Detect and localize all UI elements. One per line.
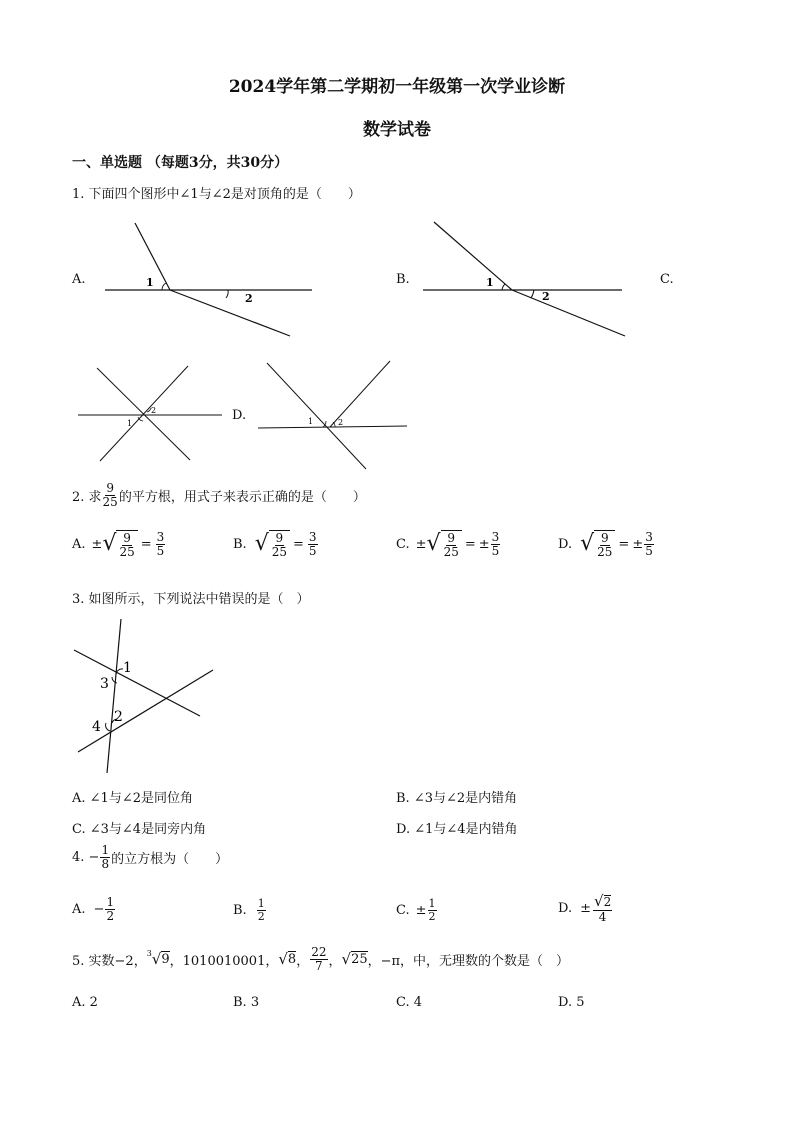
q2-option-a[interactable] — [72, 530, 166, 558]
q1b-angle1-label: 1 — [486, 276, 494, 289]
q2b-num: 9 — [275, 531, 284, 545]
q5-comma-1: ， — [296, 953, 310, 969]
q1a-angle2-label: 2 — [245, 292, 253, 305]
q5-stem-prefix: 5. 实数−2， — [72, 953, 147, 969]
q2-frac-den: 25 — [102, 494, 118, 509]
q5-cbrt: 3 √ 9 — [146, 948, 170, 969]
q3-option-a[interactable]: A. ∠1与∠2是同位角 — [72, 791, 193, 806]
q3-option-c[interactable]: C. ∠3与∠4是同旁内角 — [72, 822, 207, 837]
q2-stem — [72, 482, 366, 508]
q5-cbrt-index: 3 — [146, 948, 152, 958]
q5-frac-num: 22 — [311, 945, 327, 959]
q4d-pm: ± — [580, 901, 591, 917]
q2b-res-num: 3 — [308, 530, 317, 544]
q1b-angle2-label: 2 — [542, 290, 550, 303]
q1c-angle1-label: 1 — [127, 419, 133, 428]
q2d-den: 25 — [597, 544, 613, 559]
q4c-num: 1 — [428, 897, 436, 910]
q4a-minus: − — [93, 901, 105, 917]
q2a-res-num: 3 — [156, 530, 165, 544]
q2c-den: 25 — [443, 544, 459, 559]
q1-option-d-label[interactable]: D. — [232, 408, 247, 423]
q1-figure-c — [75, 362, 225, 464]
q1-stem: 1. 下面四个图形中∠1与∠2是对顶角的是（ ） — [72, 187, 361, 202]
q4b-label: B. — [233, 902, 247, 918]
q2b-label: B. — [233, 536, 247, 552]
section-header: 一、单选题 （每题3分，共30分） — [72, 155, 289, 171]
q4d-label: D. — [558, 901, 573, 917]
q3-label-3: 3 — [100, 676, 109, 692]
q3-stem: 3. 如图所示，下列说法中错误的是（ ） — [72, 592, 310, 607]
q4-stem-num: 1 — [101, 843, 110, 857]
q1-option-b-label[interactable]: B. — [396, 272, 410, 287]
q2-stem-prefix: 2. 求 — [72, 489, 102, 505]
q2d-sqrt: √ $\frac{9}{25}$ — [580, 530, 615, 558]
q5-sqrt25-rad: 25 — [351, 952, 368, 968]
q4-option-b[interactable] — [233, 898, 267, 922]
q2a-pm: ± — [91, 536, 103, 552]
q2-stem-suffix: 的平方根，用式子来表示正确的是（ ） — [118, 489, 366, 505]
exam-title: 2024学年第二学期初一年级第一次学业诊断 — [228, 77, 566, 97]
q2-stem-fraction — [103, 482, 118, 508]
q4-stem-den: 8 — [101, 856, 110, 871]
q4c-label: C. — [396, 902, 410, 918]
q1-option-c-label[interactable]: C. — [660, 272, 674, 287]
q2a-eq: = — [140, 536, 152, 552]
q2a-den: 25 — [119, 544, 135, 559]
q2d-num: 9 — [600, 531, 609, 545]
q4d-den: 4 — [598, 909, 607, 924]
q2-option-c[interactable] — [396, 530, 501, 558]
q5-stem-suffix: ，−π，中，无理数的个数是（ ） — [367, 953, 570, 969]
q5-stem — [72, 946, 569, 972]
q2b-den: 25 — [271, 544, 287, 559]
q2c-sqrt: √ $\frac{9}{25}$ — [427, 530, 462, 558]
q2c-label: C. — [396, 536, 410, 552]
q2d-res-den: 5 — [645, 543, 653, 558]
q5-option-c[interactable]: C. 4 — [396, 995, 423, 1010]
q2a-num: 9 — [123, 531, 131, 545]
q3-figure — [70, 615, 220, 777]
q4b-den: 2 — [257, 909, 265, 923]
q2d-eq: = — [618, 536, 630, 552]
q2-frac-num: 9 — [106, 481, 114, 495]
q5-comma-2: ， — [328, 953, 342, 969]
q4a-num: 1 — [106, 895, 115, 909]
q5-sqrt8: √ 8 — [278, 950, 297, 969]
q4c-den: 2 — [428, 909, 436, 923]
q2c-eq: = — [464, 536, 476, 552]
q4b-num: 1 — [257, 897, 265, 910]
q5-mid1: ，1010010001， — [169, 953, 279, 969]
q1d-angle1-label: 1 — [308, 417, 314, 426]
q5-frac-den: 7 — [315, 958, 323, 973]
q4d-rad: 2 — [603, 895, 612, 910]
q2b-res-den: 5 — [308, 543, 317, 558]
q5-cbrt-rad: 9 — [161, 952, 170, 968]
q3-label-2: 2 — [114, 709, 123, 725]
q2c-res-num: 3 — [491, 530, 500, 544]
q2-option-d[interactable] — [558, 530, 655, 558]
q4a-den: 2 — [106, 908, 115, 923]
q1d-angle2-label: 2 — [338, 418, 344, 427]
q2a-res-den: 5 — [156, 543, 165, 558]
q2c-res-den: 5 — [491, 543, 500, 558]
q4a-label: A. — [72, 901, 86, 917]
q5-sqrt8-rad: 8 — [287, 952, 297, 968]
q2c-pm2: ± — [478, 536, 490, 552]
q2d-label: D. — [558, 536, 573, 552]
q3-option-d[interactable]: D. ∠1与∠4是内错角 — [396, 822, 518, 837]
q2c-num: 9 — [447, 531, 456, 545]
q2c-pm: ± — [415, 536, 427, 552]
q5-option-b[interactable]: B. 3 — [233, 995, 260, 1010]
q3-label-1: 1 — [123, 660, 132, 676]
q4-stem-suffix: 的立方根为（ ） — [111, 851, 229, 867]
q2d-pm: ± — [632, 536, 644, 552]
q4c-pm: ± — [415, 902, 427, 918]
q2b-sqrt: √ $\frac{9}{25}$ — [255, 530, 290, 558]
q2b-eq: = — [293, 536, 304, 552]
q5-option-d[interactable]: D. 5 — [558, 995, 585, 1010]
q1-figure-a — [100, 218, 320, 343]
q5-sqrt25: √ 25 — [341, 950, 368, 969]
q2-option-b[interactable] — [233, 530, 319, 558]
q1-figure-d — [255, 358, 410, 474]
q4-option-c[interactable] — [396, 898, 438, 922]
q4-stem-minus: 4. − — [72, 849, 100, 865]
q2a-label: A. — [72, 536, 86, 552]
q2a-sqrt: √ $\frac{9}{25}$ — [102, 530, 137, 558]
exam-subtitle: 数学试卷 — [363, 120, 431, 140]
q3-option-b[interactable]: B. ∠3与∠2是内错角 — [396, 791, 518, 806]
q3-label-4: 4 — [92, 719, 101, 735]
q1a-angle1-label: 1 — [146, 276, 154, 289]
q5-option-a[interactable]: A. 2 — [72, 995, 98, 1010]
q1-option-a-label[interactable]: A. — [72, 272, 86, 287]
q1-figure-b — [420, 218, 630, 343]
q1c-angle2-label: 2 — [151, 406, 157, 415]
q4-stem — [72, 844, 228, 870]
q4-option-d[interactable]: D. ± √ 2 4 — [558, 892, 612, 924]
q2d-res-num: 3 — [645, 530, 653, 544]
q4-option-a[interactable] — [72, 896, 116, 922]
